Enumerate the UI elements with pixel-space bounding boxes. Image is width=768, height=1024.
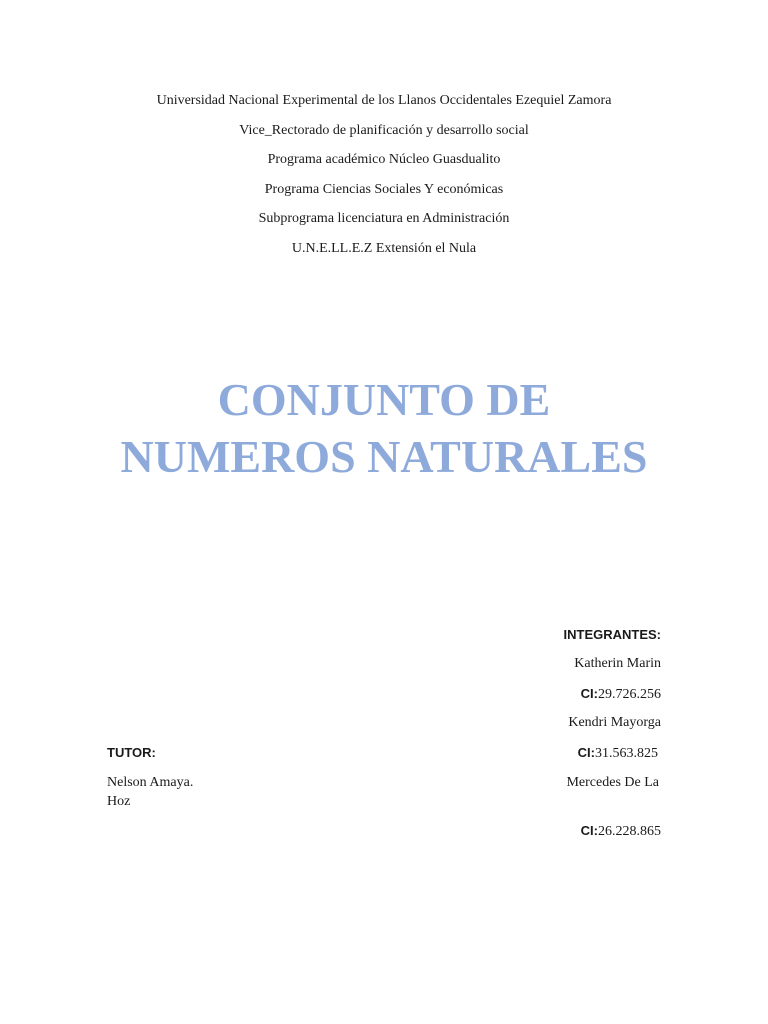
member-name: Kendri Mayorga (568, 715, 661, 730)
header-university: Universidad Nacional Experimental de los Llanos Occidentales Ezequiel Zamora (156, 93, 612, 108)
ci-number: 26.228.865 (598, 824, 661, 839)
member-ci (578, 744, 658, 763)
ci-label: CI: (580, 686, 598, 701)
member-ci (581, 685, 661, 704)
header-programa-ciencias: Programa Ciencias Sociales Y económicas (264, 182, 504, 197)
member-name: Katherin Marin (574, 656, 661, 671)
header-vice-rectorado: Vice_Rectorado de planificación y desarrollo social (239, 123, 529, 138)
title-line-1: CONJUNTO DE (217, 374, 551, 425)
tutor-name: Nelson Amaya. (107, 775, 194, 790)
ci-number: 31.563.825 (595, 746, 658, 761)
name-continuation: Hoz (107, 794, 131, 809)
member-ci (581, 822, 661, 841)
member-name: Mercedes De La (566, 775, 659, 790)
header-subprograma: Subprograma licenciatura en Administración (258, 211, 510, 226)
ci-number: 29.726.256 (598, 687, 661, 702)
ci-label: CI: (577, 745, 595, 760)
header-extension: U.N.E.LL.E.Z Extensión el Nula (291, 241, 477, 256)
tutor-label: TUTOR: (107, 745, 156, 760)
header-programa-academico: Programa académico Núcleo Guasdualito (267, 152, 501, 167)
title-line-2: NUMEROS NATURALES (120, 431, 648, 482)
members-label: INTEGRANTES: (563, 627, 661, 642)
ci-label: CI: (580, 823, 598, 838)
